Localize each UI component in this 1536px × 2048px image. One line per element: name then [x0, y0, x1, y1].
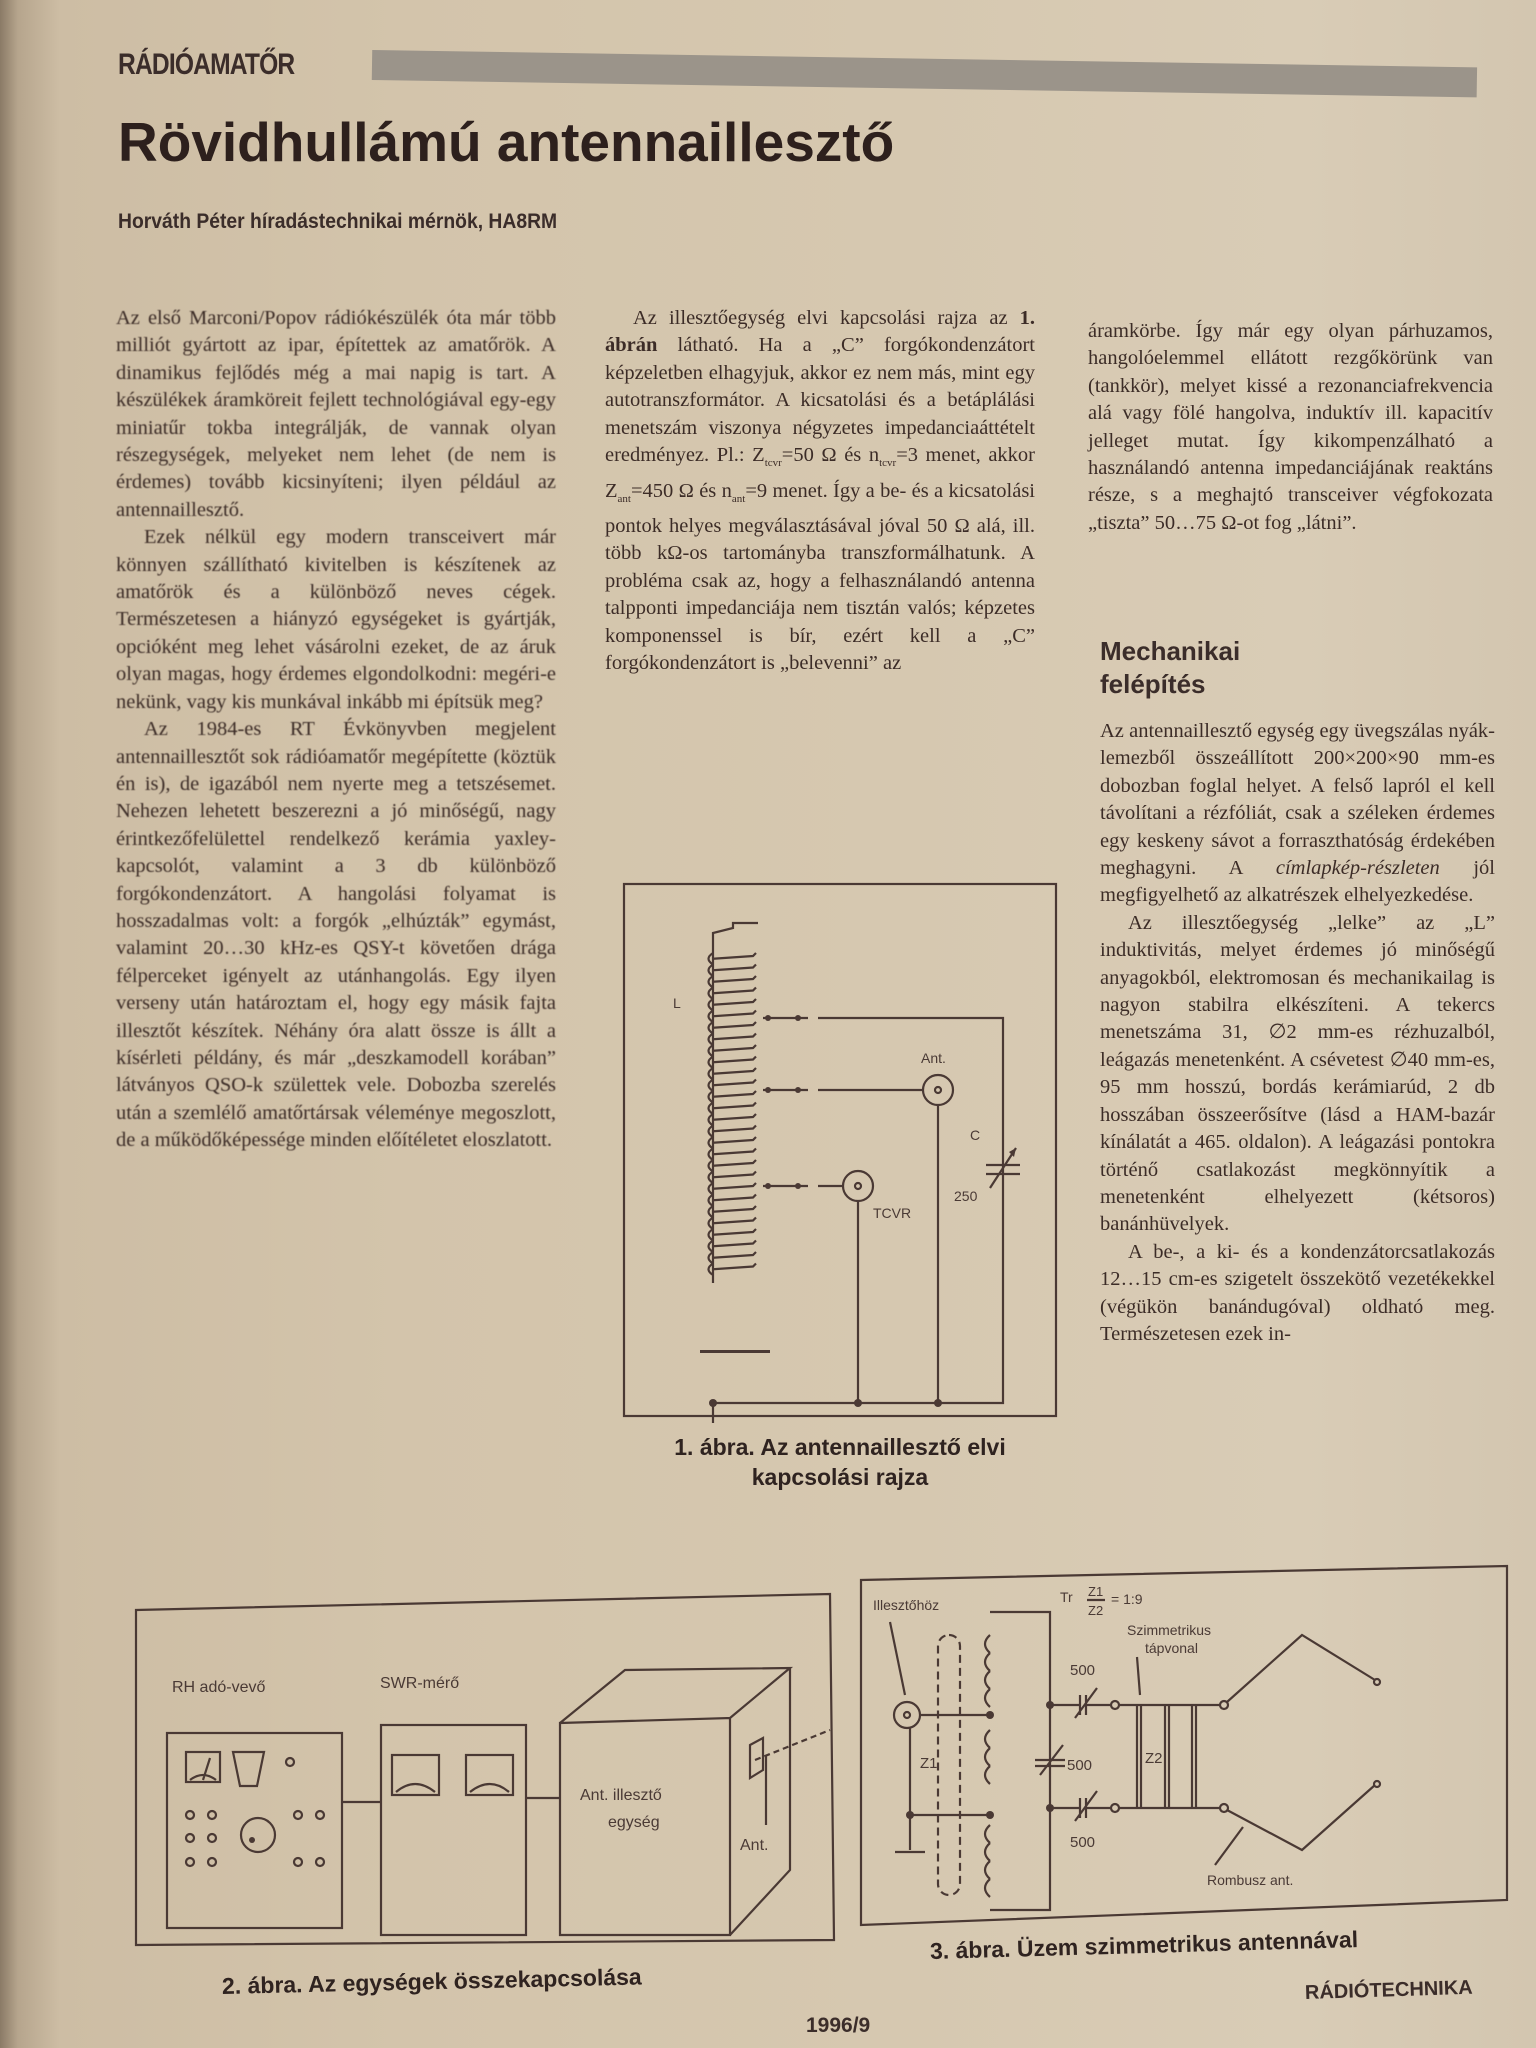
text-run: =9 menet. Így a be- és a kicsatolási pontok helyes megválasztásával jóval 50 Ω alá, ill. több kΩ-os tartományba transzformálhatunk. A probléma csak az, hogy a felhasználandó antenna talpponti impedanciája nem tisztán valós; képzetes komponenssel is bír, ezért kell a „C” forgókondenzátort is „belevenni” az [605, 479, 1036, 675]
figure-1-caption [610, 1432, 1070, 1492]
label-c-value: 250 [954, 1188, 978, 1204]
winding-turn [985, 1730, 990, 1748]
junction-dot [934, 1399, 942, 1407]
section-rule [372, 50, 1477, 97]
terminal [1111, 1804, 1119, 1812]
winding-turn [985, 1861, 990, 1879]
cap-mid-value: 500 [1067, 1757, 1093, 1774]
article-title: Rövidhullámú antennaillesztő [118, 111, 895, 173]
coil-turn [709, 1183, 757, 1195]
terminal [1374, 1781, 1380, 1787]
terminal [1111, 1701, 1119, 1709]
figure-1-schematic [618, 878, 1062, 1423]
section-label: RÁDIÓAMATŐR [118, 48, 295, 81]
tap-plug [765, 1015, 771, 1021]
paragraph: áramkörbe. Így már egy olyan párhuzamos, hangolóelemmel ellátott rezgőkörünk van (tankkör), melyet kissé a rezonanciafrekvencia alá vagy fölé hangolva, induktív ill. kapacitív jelleget mutat. Így kikompenzálható a használandó antenna impedanciájának reaktáns része, s a meghajtó transceiver végfokozata „tiszta” 50…75 Ω-ot fog „látni”. [1088, 320, 1493, 534]
coil-turn [709, 1034, 757, 1046]
knob-icon [208, 1811, 216, 1819]
label-tr: Tr [1060, 1589, 1073, 1605]
knob-icon [316, 1858, 324, 1866]
label-L: L [673, 995, 681, 1011]
subscript: ant [617, 492, 631, 505]
coil-turn [709, 1206, 757, 1218]
variable-capacitor-icon [1075, 1688, 1097, 1821]
winding-turn [985, 1653, 990, 1671]
z1-cable-outline [938, 1635, 960, 1895]
coil-turn [709, 1126, 757, 1138]
knob-icon [186, 1834, 194, 1842]
knob-marker [249, 1837, 255, 1843]
figure-reference: 1. ábrán [605, 307, 1035, 357]
label-tuner-line1: Ant. illesztő [580, 1787, 662, 1804]
pointer-arrow [1137, 1657, 1140, 1695]
label-ant: Ant. [740, 1837, 769, 1854]
label-z1: Z1 [920, 1755, 938, 1772]
winding-turn [985, 1843, 990, 1861]
label-tcvr: TCVR [873, 1205, 912, 1221]
coil-turn [709, 1045, 757, 1057]
tap-plug [765, 1183, 771, 1189]
body-column-1 [116, 305, 556, 1155]
coil-turn [709, 965, 757, 977]
knob-icon [186, 1858, 194, 1866]
knob-icon [294, 1811, 302, 1819]
coil-turn [709, 1091, 757, 1103]
body-column-3-bottom [1100, 718, 1495, 1348]
knob-icon [316, 1811, 324, 1819]
indicator-icon [286, 1758, 294, 1766]
label-swr: SWR-mérő [380, 1675, 460, 1692]
figure-frame [624, 884, 1056, 1416]
coax-connector-icon [894, 1702, 920, 1728]
label-ant: Ant. [921, 1050, 946, 1066]
coil-turn [709, 1264, 757, 1276]
ant-connector-icon [923, 1075, 953, 1105]
subheading-line: Mechanikai [1100, 636, 1241, 666]
meter-needle [190, 1758, 216, 1780]
paragraph [605, 305, 1035, 677]
paragraph: A be-, a ki- és a kondenzátorcsatlakozás 12…15 cm-es szigetelt összekötő vezetékekkel (végükön banándugóval) oldható meg. Természetesen ezek in- [1100, 1240, 1495, 1345]
paragraph: Ezek nélkül egy modern transceivert már könnyen szállítható kivitelben is készítenek az amatőrök és a különböző neves cégek. Természetesen a hiányzó egységeket is gyártják, opcióként meg lehet vásárolni ezeket, de az áruk olyan magas, hogy érdemes elgondolkodni: megéri-e nekünk, vagy kis munkával inkább mi építsük meg? [116, 526, 556, 713]
subheading [1100, 635, 1240, 701]
winding-turn [985, 1635, 990, 1653]
junction-dot [906, 1811, 914, 1819]
ground-symbol-icon [700, 1350, 770, 1353]
terminal [1374, 1679, 1380, 1685]
terminal [1220, 1701, 1228, 1709]
pointer-arrow [1215, 1827, 1243, 1865]
winding-turn [985, 1766, 990, 1784]
text-run: =50 Ω és n [781, 444, 880, 467]
coil-turn [709, 1011, 757, 1023]
text-run: =450 Ω és n [630, 479, 732, 502]
figure-3-diagram [855, 1560, 1515, 1935]
cap-bottom-value: 500 [1070, 1834, 1096, 1851]
transformer-winding [985, 1635, 990, 1897]
swr-meter-box [381, 1725, 526, 1935]
coil-turn [709, 999, 757, 1011]
coil-turn [709, 1103, 757, 1115]
caption-line: kapcsolási rajza [751, 1464, 929, 1490]
coil-turn [709, 1218, 757, 1230]
body-column-2 [605, 305, 1035, 677]
knob-icon [208, 1858, 216, 1866]
junction-dot [854, 1399, 862, 1407]
ratio-numerator: Z1 [1088, 1584, 1104, 1599]
paragraph: Az 1984-es RT Évkönyvben megjelent antennaillesztőt sok rádióamatőr megépítette (köztük én is), de igazából nem nyerte meg a tetszésemet. Nehezen lehetett beszerezni a jó minőségű, nagy érintkezőfelülettel rendelkező kerámia yaxley-kapcsolót, valamint a 3 db különböző forgókondenzátort. A hangolási folyamat is hosszadalmas volt: a forgók „elhúzták” egymást, valamint 20…30 kHz-es QSY-t követően drága félperceket igényelt az utánhangolás. Egy ilyen verseny után határoztam el, hogy egy másik fajta illesztőt készítek. Néhány óra alatt össze is állt a kísérleti példány, és már „deszkamodell korában” látványos QSO-k születtek vele. Dobozba szerelés után a szemlélő amatőrtársak véleménye megoszlott, de a működőképessége minden előítéletet eloszlatott. [116, 718, 556, 1152]
caption-line: 1. ábra. Az antennaillesztő elvi [674, 1434, 1006, 1460]
coil-turn [709, 1195, 757, 1207]
figure-2-caption: 2. ábra. Az egységek összekapcsolása [221, 1963, 642, 1999]
paragraph [1100, 718, 1495, 910]
coil-turn [709, 1114, 757, 1126]
ratio-denominator: Z2 [1088, 1603, 1104, 1618]
coil-turn [709, 1229, 757, 1241]
meter-scale [470, 1784, 509, 1792]
label-to-tuner: Illesztőhöz [873, 1597, 940, 1613]
tap-plug [795, 1087, 801, 1093]
figure-frame [861, 1566, 1507, 1925]
subscript: ant [731, 492, 746, 505]
pointer-arrow [890, 1622, 905, 1695]
coil-turn [709, 1160, 757, 1172]
text-run: látható. Ha a „C” forgókondenzátort képzeletben elhagyjuk, akkor ez nem más, mint egy autotranszformátor. A kicsatolási és a betáplálási menetszám viszonya négyzetes impedanciaáttételt eredményez. Pl.: Z [605, 334, 1035, 467]
coil-turn [709, 1057, 757, 1069]
label-c: C [970, 1127, 981, 1143]
inductor-coil [709, 923, 759, 1283]
connector-center [935, 1087, 941, 1093]
connecting-cable [342, 1798, 560, 1802]
magazine-name: RÁDIÓTECHNIKA [1304, 1976, 1474, 2004]
coil-turn [709, 988, 757, 1000]
text-run: jól megfigyelhető az alkatrészek elhelyezkedése. [1100, 857, 1495, 907]
coil-turn [709, 1022, 757, 1034]
coil-turn [709, 953, 757, 965]
rhombic-antenna [1227, 1635, 1375, 1850]
tuning-knob-icon [241, 1818, 275, 1852]
knob-icon [186, 1811, 194, 1819]
subscript: tcvr [879, 457, 897, 470]
winding-turn [985, 1825, 990, 1843]
label-rhombic: Rombusz ant. [1207, 1872, 1294, 1888]
connector-center [855, 1183, 861, 1189]
coil-turn [709, 1137, 757, 1149]
label-tuner-line2: egység [608, 1814, 660, 1831]
meter-scale [396, 1784, 435, 1792]
paragraph: Az illesztőegység „lelke” az „L” induktivitás, melyet érdemes jó minőségű anyagokból, elektromosan és mechanikailag is nagyon stabilra elkészíteni. A tekercs menetszáma 31, ∅2 mm-es rézhuzalból, leágazás menetenként. A csévetest ∅40 mm-es, 95 mm hosszú, bordás kerámiarúd, 2 db hosszában összeerősítve (lásd a HAM-bazár kínálatát a 465. oldalon). A leágazási pontokra történő csatlakozást megkönnyítik a menetenként elhelyezett (kétsoros) banánhüvelyek. [1100, 911, 1495, 1236]
coil-turn [709, 1149, 757, 1161]
knob-icon [294, 1858, 302, 1866]
tcvr-connector-icon [843, 1171, 873, 1201]
label-feedline-1: Szimmetrikus [1127, 1622, 1212, 1638]
tap-plug [765, 1087, 771, 1093]
winding-turn [985, 1879, 990, 1897]
text-run: =3 menet, akkor Z [605, 444, 1035, 502]
cap-top-value: 500 [1070, 1662, 1096, 1679]
coil-turn [709, 1241, 757, 1253]
coil-turn [709, 1080, 757, 1092]
figure-2-diagram [130, 1590, 842, 1955]
coil-turn [709, 976, 757, 988]
winding-turn [985, 1748, 990, 1766]
meter-icon [233, 1752, 264, 1786]
coil-turn [709, 1252, 757, 1264]
transceiver-box [167, 1733, 342, 1928]
label-transceiver: RH adó-vevő [172, 1679, 266, 1696]
junction-dot [986, 1711, 994, 1719]
junction-dot [986, 1811, 994, 1819]
issue-number: 1996/9 [806, 2014, 871, 2037]
wire [895, 1715, 990, 1852]
figure-3-caption: 3. ábra. Üzem szimmetrikus antennával [929, 1926, 1359, 1964]
tap-plug [795, 1183, 801, 1189]
subscript: tcvr [764, 457, 782, 470]
text-run: Az illesztőegység elvi kapcsolási rajza az [633, 307, 1020, 329]
ratio-value: = 1:9 [1111, 1591, 1143, 1607]
paragraph: Az első Marconi/Popov rádiókészülék óta már több milliót gyártott az ipar, építettek az amatőrök. A dinamikus fejlődés még a mai napig is tart. A készülékek áramköreit fejlett technológiával egy-egy miniatűr tokba integrálják, de vannak olyan részegységek, melyeket nem lehet (de nem is érdemes) tovább kicsinyíteni; ilyen például az antennaillesztő. [116, 307, 556, 521]
subheading-line: felépítés [1100, 669, 1206, 699]
italic-run: címlapkép-részleten [1275, 857, 1440, 880]
antenna-socket-icon [750, 1738, 763, 1778]
article-author: Horváth Péter híradástechnikai mérnök, HA8RM [118, 210, 558, 233]
coil-turn [709, 1172, 757, 1184]
label-feedline-2: tápvonal [1145, 1640, 1198, 1656]
winding-turn [985, 1671, 990, 1689]
connector-center [904, 1712, 910, 1718]
knob-icon [208, 1834, 216, 1842]
tap-plug [795, 1015, 801, 1021]
label-z2: Z2 [1145, 1750, 1163, 1767]
winding-turn [985, 1689, 990, 1707]
text-run: Az antennaillesztő egység egy üvegszálas nyák-lemezből összeállított 200×200×90 mm-es dobozban foglal helyet. A felső lapról el kell távolítani a rézfóliát, csak a széleken érdemes egy keskeny sávot a forraszthatóság érdekében meghagyni. A [1100, 720, 1495, 880]
coil-turn [709, 1068, 757, 1080]
body-column-3-top [1088, 318, 1493, 537]
